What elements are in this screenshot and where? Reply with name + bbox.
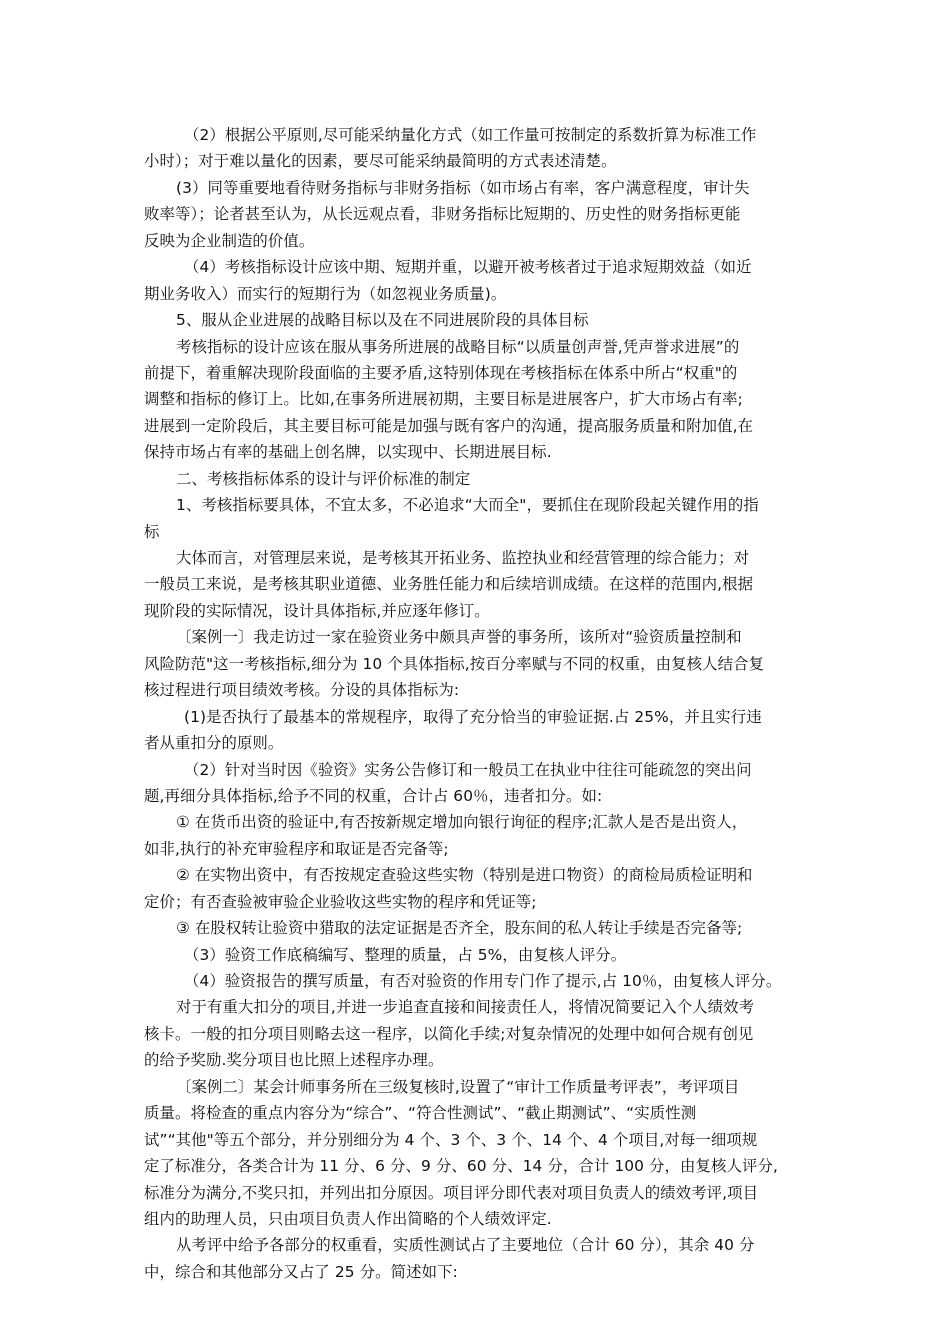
text-line: 反映为企业制造的价值。	[144, 231, 315, 250]
text-line: 二、考核指标体系的设计与评价标准的制定	[176, 469, 471, 488]
text-line: （2）针对当时因《验资》实务公告修订和一般员工在执业中往往可能疏忽的突出问	[184, 760, 752, 779]
text-line: 进展到一定阶段后，其主要目标可能是加强与既有客户的沟通，提高服务质量和附加值,在	[144, 416, 754, 435]
text-line: 标准分为满分,不奖只扣，并列出扣分原因。项目评分即代表对项目负责人的绩效考评,项目	[144, 1183, 759, 1202]
text-line: 调整和指标的修订上。比如,在事务所进展初期，主要目标是进展客户，扩大市场占有率;	[144, 390, 743, 409]
text-line: 期业务收入）而实行的短期行为（如忽视业务质量)。	[144, 284, 507, 303]
text-line: ③ 在股权转让验资中猎取的法定证据是否齐全，股东间的私人转让手续是否完备等;	[176, 919, 743, 938]
text-line: （2）根据公平原则,尽可能采纳量化方式（如工作量可按制定的系数折算为标准工作	[184, 126, 757, 144]
text-line: 大体而言，对管理层来说，是考核其开拓业务、监控执业和经营管理的综合能力；对	[176, 549, 750, 567]
text-line: 质量。将检查的重点内容分为“综合”、“符合性测试”、“截止期测试”、“实质性测	[144, 1104, 697, 1123]
text-line: 核卡。一般的扣分项目则略去这一程序，以简化手续;对复杂情况的处理中如何合规有创见	[144, 1024, 754, 1043]
text-line: (1)是否执行了最基本的常规程序，取得了充分恰当的审验证据.占 25%，并且实行违	[184, 707, 762, 726]
text-line: 题,再细分具体指标,给予不同的权重，合计占 60％，违者扣分。如:	[144, 786, 603, 805]
text-line: 1、考核指标要具体，不宜太多，不必追求“大而全"，要抓住在现阶段起关键作用的指	[176, 496, 759, 515]
text-line: (3）同等重要地看待财务指标与非财务指标（如市场占有率，客户满意程度，审计失	[176, 178, 750, 197]
text-line: 风险防范"这一考核指标,细分为 10 个具体指标,按百分率赋与不同的权重，由复核人结合复	[144, 654, 765, 673]
text-line: 5、服从企业进展的战略目标以及在不同进展阶段的具体目标	[176, 311, 589, 330]
text-line: 定了标准分，各类合计为 11 分、6 分、9 分、60 分、14 分，合计 100 分，由复核人评分,	[144, 1157, 778, 1176]
text-line: 〔案例一〕我走访过一家在验资业务中颇具声誉的事务所，该所对“验资质量控制和	[176, 628, 742, 647]
text-line: 定价；有否查验被审验企业验收这些实物的程序和凭证等;	[144, 892, 537, 911]
text-line: 中，综合和其他部分又占了 25 分。简述如下:	[144, 1262, 458, 1281]
text-line: 者从重扣分的原则。	[144, 734, 284, 753]
text-line: 标	[144, 522, 160, 541]
text-line: （3）验资工作底稿编写、整理的质量，占 5%，由复核人评分。	[184, 945, 627, 964]
text-line: 考核指标的设计应该在服从事务所进展的战略目标“以质量创声誉,凭声誉求进展”的	[176, 337, 740, 356]
text-line: 从考评中给予各部分的权重看，实质性测试占了主要地位（合计 60 分），其余 40 分	[176, 1236, 755, 1255]
text-line: （4）考核指标设计应该中期、短期并重，以避开被考核者过于追求短期效益（如近	[184, 258, 752, 277]
text-line: 的给予奖励.奖分项目也比照上述程序办理。	[144, 1051, 444, 1070]
text-line: 现阶段的实际情况，设计具体指标,并应逐年修订。	[144, 601, 490, 620]
text-line: 核过程进行项目绩效考核。分设的具体指标为:	[144, 681, 460, 700]
text-line: 前提下，着重解决现阶段面临的主要矛盾,这特别体现在考核指标在体系中所占“权重"的	[144, 363, 738, 382]
text-line: 组内的助理人员，只由项目负责人作出简略的个人绩效评定.	[144, 1209, 552, 1228]
text-line: 保持市场占有率的基础上创名牌，以实现中、长期进展目标.	[144, 443, 552, 462]
text-line: 败率等）；论者甚至认为，从长远观点看，非财务指标比短期的、历史性的财务指标更能	[144, 205, 741, 224]
document-body	[144, 122, 812, 1285]
text-line: ② 在实物出资中，有否按规定查验这些实物（特别是进口物资）的商检局质检证明和	[176, 866, 753, 885]
text-line: （4）验资报告的撰写质量，有否对验资的作用专门作了提示,占 10％，由复核人评分。	[184, 972, 782, 990]
text-line: ① 在货币出资的验证中,有否按新规定增加向银行询征的程序;汇款人是否是出资人，	[176, 813, 748, 832]
text-line: 一般员工来说，是考核其职业道德、业务胜任能力和后续培训成绩。在这样的范围内,根据	[144, 575, 754, 594]
text-line: 〔案例二〕某会计师事务所在三级复核时,设置了“审计工作质量考评表”，考评项目	[176, 1077, 740, 1096]
text-line: 小时）；对于难以量化的因素，要尽可能采纳最简明的方式表述清楚。	[144, 152, 617, 171]
text-line: 如非,执行的补充审验程序和取证是否完备等;	[144, 839, 449, 858]
text-line: 对于有重大扣分的项目,并进一步追查直接和间接责任人，将情况简要记入个人绩效考	[176, 998, 755, 1017]
text-line: 试”“其他"等五个部分，并分别细分为 4 个、3 个、3 个、14 个、4 个项目,对每一细项规	[144, 1130, 758, 1149]
